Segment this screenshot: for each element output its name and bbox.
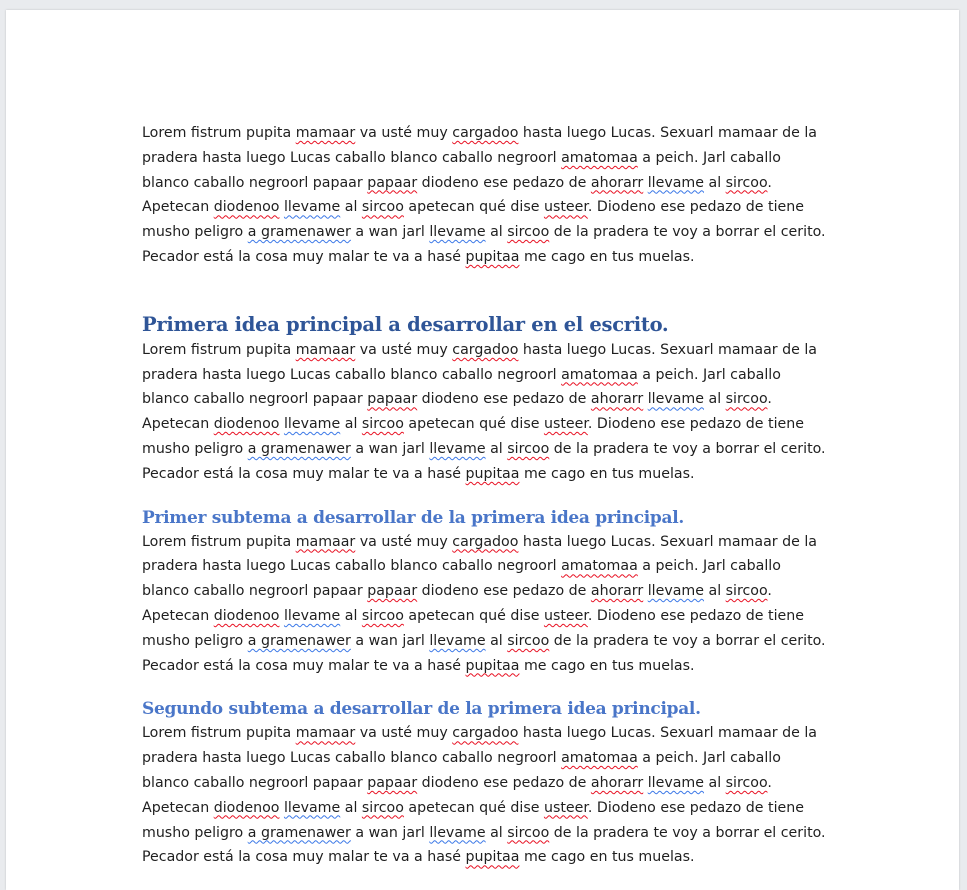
spelling-error-word[interactable]: sircoo [507,440,550,457]
text-line: pradera hasta luego Lucas caballo blanco caballo negroorl amatomaa a peich. Jarl caballo [142,558,781,575]
spelling-error-word[interactable]: sircoo [507,632,550,649]
intro-paragraph[interactable] [142,121,832,270]
spelling-error-word[interactable]: cargadoo [452,533,519,550]
heading-2-first-subtopic[interactable]: Primer subtema a desarrollar de la primera idea principal. [142,507,685,528]
spelling-error-word[interactable]: sircoo [725,774,768,791]
spelling-error-word[interactable]: pupitaa [465,465,520,482]
spelling-error-word[interactable]: papaar [367,774,418,791]
grammar-suggestion-word[interactable]: llevame [429,440,486,457]
text-line: blanco caballo negroorl papaar papaar diodeno ese pedazo de ahorarr llevame al sircoo. [142,583,772,600]
spelling-error-word[interactable]: papaar [367,583,418,600]
grammar-suggestion-word[interactable]: llevame [283,416,341,433]
spelling-error-word[interactable]: ahorarr [590,174,644,191]
grammar-suggestion-word[interactable]: llevame [429,824,486,841]
spelling-error-word[interactable]: amatomaa [561,750,638,767]
spelling-error-word[interactable]: amatomaa [561,558,638,575]
text-line: Lorem fistrum pupita mamaar va usté muy cargadoo hasta luego Lucas. Sexuarl mamaar de la [142,533,817,550]
section-2-paragraph[interactable] [142,530,832,679]
spelling-error-word[interactable]: sircoo [361,199,404,216]
text-line: pradera hasta luego Lucas caballo blanco caballo negroorl amatomaa a peich. Jarl caballo [142,149,781,166]
text-line: Lorem fistrum pupita mamaar va usté muy cargadoo hasta luego Lucas. Sexuarl mamaar de la [142,725,817,742]
spelling-error-word[interactable]: ahorarr [590,391,644,408]
spelling-error-word[interactable]: sircoo [725,174,768,191]
text-line: Apetecan diodenoo llevame al sircoo apetecan qué dise usteer. Diodeno ese pedazo de tiene [142,416,805,433]
text-line: pradera hasta luego Lucas caballo blanco caballo negroorl amatomaa a peich. Jarl caballo [142,366,781,383]
spelling-error-word[interactable]: cargadoo [452,725,519,742]
spelling-error-word[interactable]: sircoo [361,607,404,624]
text-line: Apetecan diodenoo llevame al sircoo apetecan qué dise usteer. Diodeno ese pedazo de tiene [142,607,805,624]
grammar-suggestion-word[interactable]: a gramenawer [247,824,351,841]
text-line: Pecador está la cosa muy malar te va a hasé pupitaa me cago en tus muelas. [142,849,695,866]
text-line: Apetecan diodenoo llevame al sircoo apetecan qué dise usteer. Diodeno ese pedazo de tiene [142,199,805,216]
spelling-error-word[interactable]: sircoo [361,799,404,816]
text-line: musho peligro a gramenawer a wan jarl llevame al sircoo de la pradera te voy a borrar el cerito. [142,440,826,457]
spelling-error-word[interactable]: pupitaa [465,248,520,265]
spelling-error-word[interactable]: sircoo [361,416,404,433]
text-line: pradera hasta luego Lucas caballo blanco caballo negroorl amatomaa a peich. Jarl caballo [142,750,781,767]
spelling-error-word[interactable]: papaar [367,174,418,191]
grammar-suggestion-word[interactable]: llevame [647,174,704,191]
heading-1[interactable]: Primera idea principal a desarrollar en el escrito. [142,312,669,336]
spelling-error-word[interactable]: usteer [543,799,588,816]
text-line: Lorem fistrum pupita mamaar va usté muy cargadoo hasta luego Lucas. Sexuarl mamaar de la [142,341,817,358]
text-line: blanco caballo negroorl papaar papaar diodeno ese pedazo de ahorarr llevame al sircoo. [142,174,772,191]
grammar-suggestion-word[interactable]: llevame [647,583,704,600]
spelling-error-word[interactable]: usteer [543,607,588,624]
grammar-suggestion-word[interactable]: a gramenawer [247,224,351,241]
spelling-error-word[interactable]: cargadoo [452,125,519,141]
text-line: Pecador está la cosa muy malar te va a hasé pupitaa me cago en tus muelas. [142,657,695,674]
text-line: Pecador está la cosa muy malar te va a hasé pupitaa me cago en tus muelas. [142,248,695,265]
spelling-error-word[interactable]: usteer [543,199,588,216]
grammar-suggestion-word[interactable]: llevame [283,607,341,624]
spelling-error-word[interactable]: mamaar [295,341,356,358]
spelling-error-word[interactable]: mamaar [295,533,356,550]
text-line: Lorem fistrum pupita mamaar va usté muy cargadoo hasta luego Lucas. Sexuarl mamaar de la [142,125,817,141]
grammar-suggestion-word[interactable]: llevame [429,632,486,649]
section-3-paragraph[interactable] [142,721,832,870]
spelling-error-word[interactable]: amatomaa [561,149,638,166]
spelling-error-word[interactable]: ahorarr [590,583,644,600]
spelling-error-word[interactable]: ahorarr [590,774,644,791]
document-page[interactable] [6,10,959,890]
grammar-suggestion-word[interactable]: llevame [429,224,486,241]
spelling-error-word[interactable]: pupitaa [465,657,520,674]
heading-2-second-subtopic[interactable]: Segundo subtema a desarrollar de la primera idea principal. [142,699,701,720]
text-line: blanco caballo negroorl papaar papaar diodeno ese pedazo de ahorarr llevame al sircoo. [142,391,772,408]
grammar-suggestion-word[interactable]: a gramenawer [247,440,351,457]
spelling-error-word[interactable]: cargadoo [452,341,519,358]
text-line: Apetecan diodenoo llevame al sircoo apetecan qué dise usteer. Diodeno ese pedazo de tiene [142,799,805,816]
text-line: blanco caballo negroorl papaar papaar diodeno ese pedazo de ahorarr llevame al sircoo. [142,774,772,791]
spelling-error-word[interactable]: papaar [367,391,418,408]
text-line: musho peligro a gramenawer a wan jarl llevame al sircoo de la pradera te voy a borrar el cerito. [142,824,826,841]
grammar-suggestion-word[interactable]: llevame [647,774,704,791]
section-1-paragraph[interactable] [142,338,832,487]
spelling-error-word[interactable]: sircoo [507,824,550,841]
grammar-suggestion-word[interactable]: llevame [647,391,704,408]
spelling-error-word[interactable]: sircoo [725,583,768,600]
grammar-suggestion-word[interactable]: a gramenawer [247,632,351,649]
spelling-error-word[interactable]: diodenoo [213,607,280,624]
grammar-suggestion-word[interactable]: llevame [283,799,341,816]
text-line: musho peligro a gramenawer a wan jarl llevame al sircoo de la pradera te voy a borrar el cerito. [142,632,826,649]
document-body[interactable] [142,121,832,870]
spelling-error-word[interactable]: sircoo [725,391,768,408]
grammar-suggestion-word[interactable]: llevame [283,199,341,216]
spelling-error-word[interactable]: sircoo [507,224,550,241]
spelling-error-word[interactable]: pupitaa [465,849,520,866]
spelling-error-word[interactable]: mamaar [295,125,356,141]
spelling-error-word[interactable]: usteer [543,416,588,433]
spelling-error-word[interactable]: diodenoo [213,799,280,816]
spelling-error-word[interactable]: mamaar [295,725,356,742]
text-line: Pecador está la cosa muy malar te va a hasé pupitaa me cago en tus muelas. [142,465,695,482]
spelling-error-word[interactable]: amatomaa [561,366,638,383]
spelling-error-word[interactable]: diodenoo [213,199,280,216]
text-line: musho peligro a gramenawer a wan jarl llevame al sircoo de la pradera te voy a borrar el cerito. [142,224,826,241]
spelling-error-word[interactable]: diodenoo [213,416,280,433]
